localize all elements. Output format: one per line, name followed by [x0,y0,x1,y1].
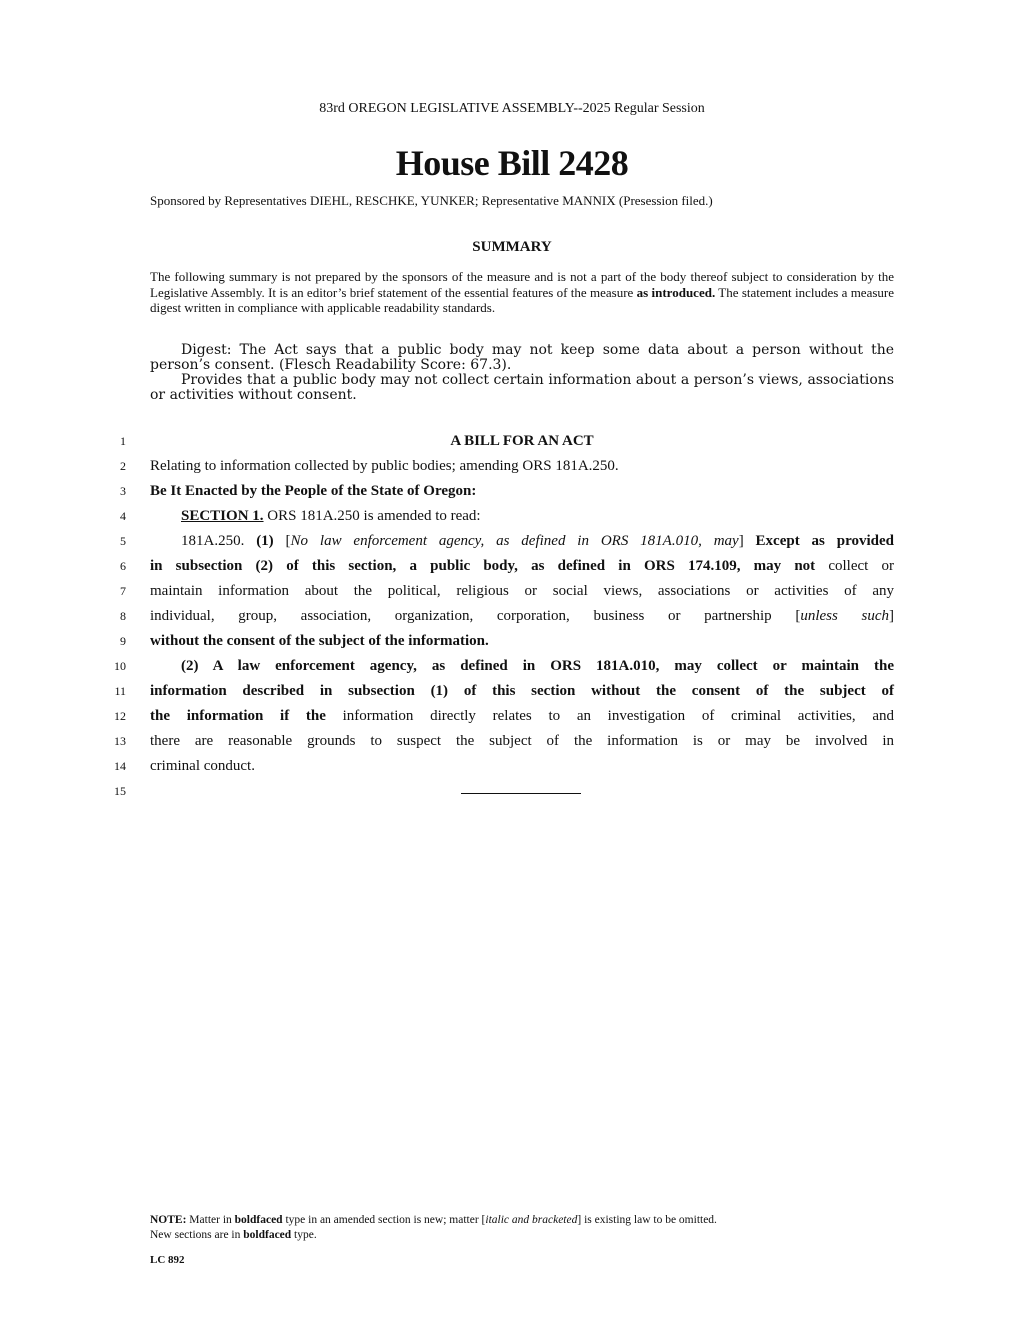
bill-line [0,656,1024,681]
summary-intro-text: The following summary is not prepared by the sponsors of the measure and is not a part of the body thereof subject to consideration by the Legislative Assembly. It is an editor’s brief statement of the essential features of the measure [150,269,894,300]
enacting-clause: Be It Enacted by the People of the State of Oregon: [150,483,477,499]
bill-line [0,506,1024,531]
line-number: 15 [114,784,126,798]
digest-block [150,343,894,403]
bill-text-line [150,706,894,726]
summary-intro [150,269,894,316]
text-run: collect or [815,558,894,574]
italic-run: No law enforcement agency, as defined in ORS 181A.010, may [290,533,739,549]
section-text: ORS 181A.250 is amended to read: [263,508,481,524]
bold-run: (1) [256,533,274,549]
line-number: 5 [120,534,126,548]
bill-line [0,456,1024,481]
digest-text: Digest: The Act says that a public body may not keep some data about a person without the person’s consent. (Flesch Readability Score: 67.3). [150,342,894,373]
bill-text-line: information described in subsection (1) of this section without the consent of the subject of [150,683,894,699]
line-number: 7 [120,584,126,598]
section-label: SECTION 1. [181,508,264,524]
bill-line [0,731,1024,756]
bill-line [0,781,1024,806]
note-bold: boldfaced [234,1214,283,1226]
footer-note [150,1213,910,1243]
line-number: 4 [120,509,126,523]
note-italic: italic and bracketed [485,1214,578,1226]
bill-text-line [150,556,894,576]
line-number: 11 [114,684,126,698]
act-heading: A BILL FOR AN ACT [450,433,594,449]
relating-clause: Relating to information collected by public bodies; amending ORS 181A.250. [150,458,619,474]
bill-line [0,681,1024,706]
bill-line [0,431,1024,456]
lc-number: LC 892 [150,1254,185,1266]
line-number: 10 [114,659,126,673]
note-text: type in an amended section is new; matter [ [282,1214,486,1226]
summary-heading: SUMMARY [472,239,552,255]
text-run: 181A.250. [181,533,257,549]
bill-text-line: there are reasonable grounds to suspect the subject of the information is or may be involved in [150,733,894,749]
line-number: 2 [120,459,126,473]
bill-title: House Bill 2428 [395,143,629,183]
note-label: NOTE: [150,1214,187,1226]
bill-line [0,581,1024,606]
bill-text-line: maintain information about the political, religious or social views, associations or activities of any [150,583,894,599]
line-number: 6 [120,559,126,573]
bold-run: in subsection (2) of this section, a public body, as defined in ORS 174.109, may not [150,558,816,574]
provides-text: Provides that a public body may not collect certain information about a person’s views, associations or activities without consent. [150,372,894,403]
bill-line [0,706,1024,731]
italic-run: unless such [800,608,890,624]
bill-text-line: (2) A law enforcement agency, as defined in ORS 181A.010, may collect or maintain the [181,658,894,674]
line-number: 9 [120,634,126,648]
bill-line [0,631,1024,656]
text-run: ] [738,533,756,549]
note-text: type. [291,1229,317,1241]
line-number: 3 [120,484,126,498]
end-rule [461,793,581,794]
bill-text-line: without the consent of the subject of the information. [150,633,489,649]
section-1-line [150,506,894,526]
text-run: [ [273,533,291,549]
line-number: 13 [114,734,126,748]
bold-run: Except as provided [755,533,894,549]
text-run: ] [889,608,895,624]
bill-line [0,556,1024,581]
text-run: information directly relates to an investigation of criminal activities, and [325,708,894,724]
bill-text-line [150,531,894,551]
note-text: Matter in [186,1214,235,1226]
note-bold: boldfaced [243,1229,292,1241]
summary-intro-bold: as introduced. [636,284,716,300]
line-number: 1 [120,434,126,448]
line-number: 8 [120,609,126,623]
bill-text-line: criminal conduct. [150,758,255,774]
note-text: New sections are in [150,1229,244,1241]
bill-line [0,606,1024,631]
bill-text-line [150,606,894,626]
line-number: 14 [114,759,126,773]
sponsors-line: Sponsored by Representatives DIEHL, RESCHKE, YUNKER; Representative MANNIX (Presession filed.) [150,193,713,208]
text-run: individual, group, association, organization, corporation, business or partnership [ [150,608,801,624]
bold-run: the information if the [150,708,326,724]
bill-line [0,531,1024,556]
bill-line [0,481,1024,506]
session-header: 83rd OREGON LEGISLATIVE ASSEMBLY--2025 Regular Session [319,101,705,116]
bill-line [0,756,1024,781]
summary-intro-text-2: The statement includes a measure digest written in compliance with applicable readability standards. [150,284,895,315]
note-text: ] is existing law to be omitted. [577,1214,717,1226]
line-number: 12 [114,709,126,723]
